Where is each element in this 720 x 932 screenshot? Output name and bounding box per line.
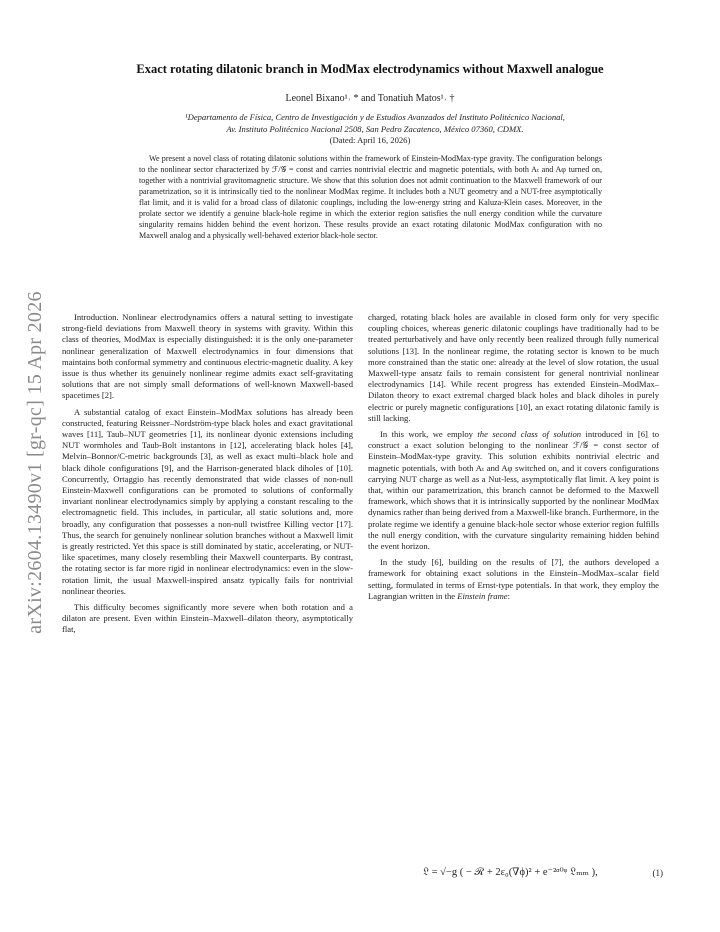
text-segment: introduced in [6] to construct a exact solution belonging to the nonlinear ℱ/𝒢 = const sector of Einstein–ModMax-type gravity. This solution exhibits nontrivial electric and magnetic potentials, with both Aₜ and Aφ switched on, and it covers configurations carrying NUT charge as well as a Nut-less, asymptotically flat limit. A key point is that, within our parametrization, this branch cannot be deformed to the Maxwell framework, which shows that it is intrinsically supported by the nonlinear ModMax dynamics rather than being derived from a Maxwell-like branch. Furthermore, in the prolate regime we identify a genuine black-hole sector whose exterior region fulfills the null energy condition, with the curvature singularity remaining hidden behind the event horizon. [368, 429, 659, 552]
paper-title: Exact rotating dilatonic branch in ModMax electrodynamics without Maxwell analogue [136, 62, 604, 76]
paper-date: (Dated: April 16, 2026) [329, 135, 411, 145]
right-column [368, 312, 659, 607]
equation-body: 𝔏 = √−g ( − ℛ + 2ε₀(∇ϕ)² + e⁻²ᵅ⁰ᵠ 𝔏ₘₘ ), [422, 867, 598, 878]
text-segment: In this work, we employ [380, 429, 478, 440]
arxiv-sidebar-stamp [20, 262, 50, 662]
paragraph-difficulty: This difficulty becomes significantly more severe when both rotation and a dilaton are present. Even within Einstein–Maxwell–dilaton theory, asymptotically flat, [62, 602, 353, 635]
paragraph-introduction: Introduction. Nonlinear electrodynamics offers a natural setting to investigate strong-field deviations from Maxwell theory in systems with gravity. Within this class of theories, ModMax is especially distinguished: it is the only one-parameter nonlinear generalization of Maxwell electrodynamics in four dimensions that maintains both conformal symmetry and continuous electric-magnetic duality. A key issue is thus whether its genuinely nonlinear regime admits exact self-gravitating solutions that are not simply small deformations of well-known Maxwell-based spacetimes [2]. [62, 312, 353, 401]
emphasis-einstein-frame: Einstein frame [457, 590, 508, 601]
paper-abstract: We present a novel class of rotating dilatonic solutions within the framework of Einstein-ModMax-type gravity. The configuration belongs to the nonlinear sector characterized by ℱ/𝒢 = const and carries nontrivial electric and magnetic potentials, with both Aₜ and Aφ turned on, together with a nontrivial gravitomagnetic structure. We show that this solution does not admit continuation to the Maxwell framework of our parametrization, so it is intrinsically tied to the nonlinear ModMax regime. It includes both a NUT geometry and a NUT-free asymptotically flat limit, and it is valid for a broad class of dilatonic couplings, including the low-energy string and Kaluza-Klein cases. Moreover, in the prolate sector we identify a genuine black-hole regime in which the exterior region satisfies the null energy condition while the curvature singularity remains hidden behind the event horizon. These results provide an exact rotating dilatonic ModMax configuration with no Maxwell analog and a physically well-behaved exterior black-hole sector. [139, 154, 602, 240]
affiliation-line-1: ¹Departamento de Física, Centro de Investigación y de Estudios Avanzados del Instituto Politécnico Nacional, [185, 112, 565, 122]
affiliation-line-2: Av. Instituto Politécnico Nacional 2508, San Pedro Zacatenco, México 07360, CDMX. [226, 124, 524, 134]
text-segment: In the study [6], building on the results of [7], the authors developed a framework for obtaining exact solutions in the Einstein–ModMax–scalar field setting, formulated in terms of Ernst-type potentials. In that work, they employ the Lagrangian written in the [368, 557, 659, 601]
paper-affiliation [90, 111, 660, 135]
equation-1 [368, 866, 663, 879]
text-segment: : [507, 590, 511, 601]
arxiv-id: arXiv:2604.13490v1 [gr-qc] 15 Apr 2026 [23, 290, 46, 634]
equation-number: (1) [652, 867, 663, 878]
paragraph-study [368, 557, 659, 602]
paragraph-this-work [368, 429, 659, 552]
left-column [62, 312, 353, 641]
paragraph-catalog: A substantial catalog of exact Einstein–ModMax solutions has already been constructed, featuring Reissner–Nordström-type black holes and exact gravitational waves [11], Taub–NUT geometries [1], its nonlinear dyonic extensions including NUT wormholes and Taub-Bolt instantons in [12], accelerating black holes [4], Melvin–Bonnor/C-metric backgrounds [3], as well as exact multi–black hole and black dihole configurations [9], and the Harrison-generated black diholes of [10]. Concurrently, Ortaggio has recently demonstrated that wide classes of non-null Einstein-Maxwell configurations can be promoted to solutions of conformally invariant nonlinear electrodynamics simply by applying a constant rescaling to the electromagnetic field. This includes, in particular, all static solutions and, more broadly, any configuration that possesses a non-null twistfree Killing vector [17]. Thus, the search for genuinely nonlinear solution branches without a Maxwell limit is greatly restricted. Yet this space is still dominated by static, accelerating, or NUT-like spacetimes, many closely resembling their Maxwell counterparts. By contrast, the rotating sector is far more rigid in nonlinear electrodynamics: even in the slow-rotation limit, the usual Maxwell-inspired ansatz typically fails for nontrivial nonlinear theories. [62, 406, 353, 596]
emphasis-second-class: the second class of solution [477, 429, 582, 440]
paper-authors: Leonel Bixano¹˒ * and Tonatiuh Matos¹˒ † [285, 93, 455, 104]
paragraph-rotating-sector: charged, rotating black holes are available in closed form only for very specific coupling choices, whereas generic dilatonic couplings have traditionally had to be treated perturbatively and have only recently been realized through fully numerical solutions [13]. In the nonlinear regime, the rotating sector is known to be much more constrained than the static one: already at the level of slow rotation, the usual Maxwell-type ansatz fails to remain consistent for general nontrivial nonlinear electrodynamics [14]. While recent progress has extended Einstein–ModMax–Dilaton theory to exact extremal charged black holes and black diholes in purely electric or purely magnetic configurations [10], an exact rotating dilatonic family is still lacking. [368, 312, 659, 423]
